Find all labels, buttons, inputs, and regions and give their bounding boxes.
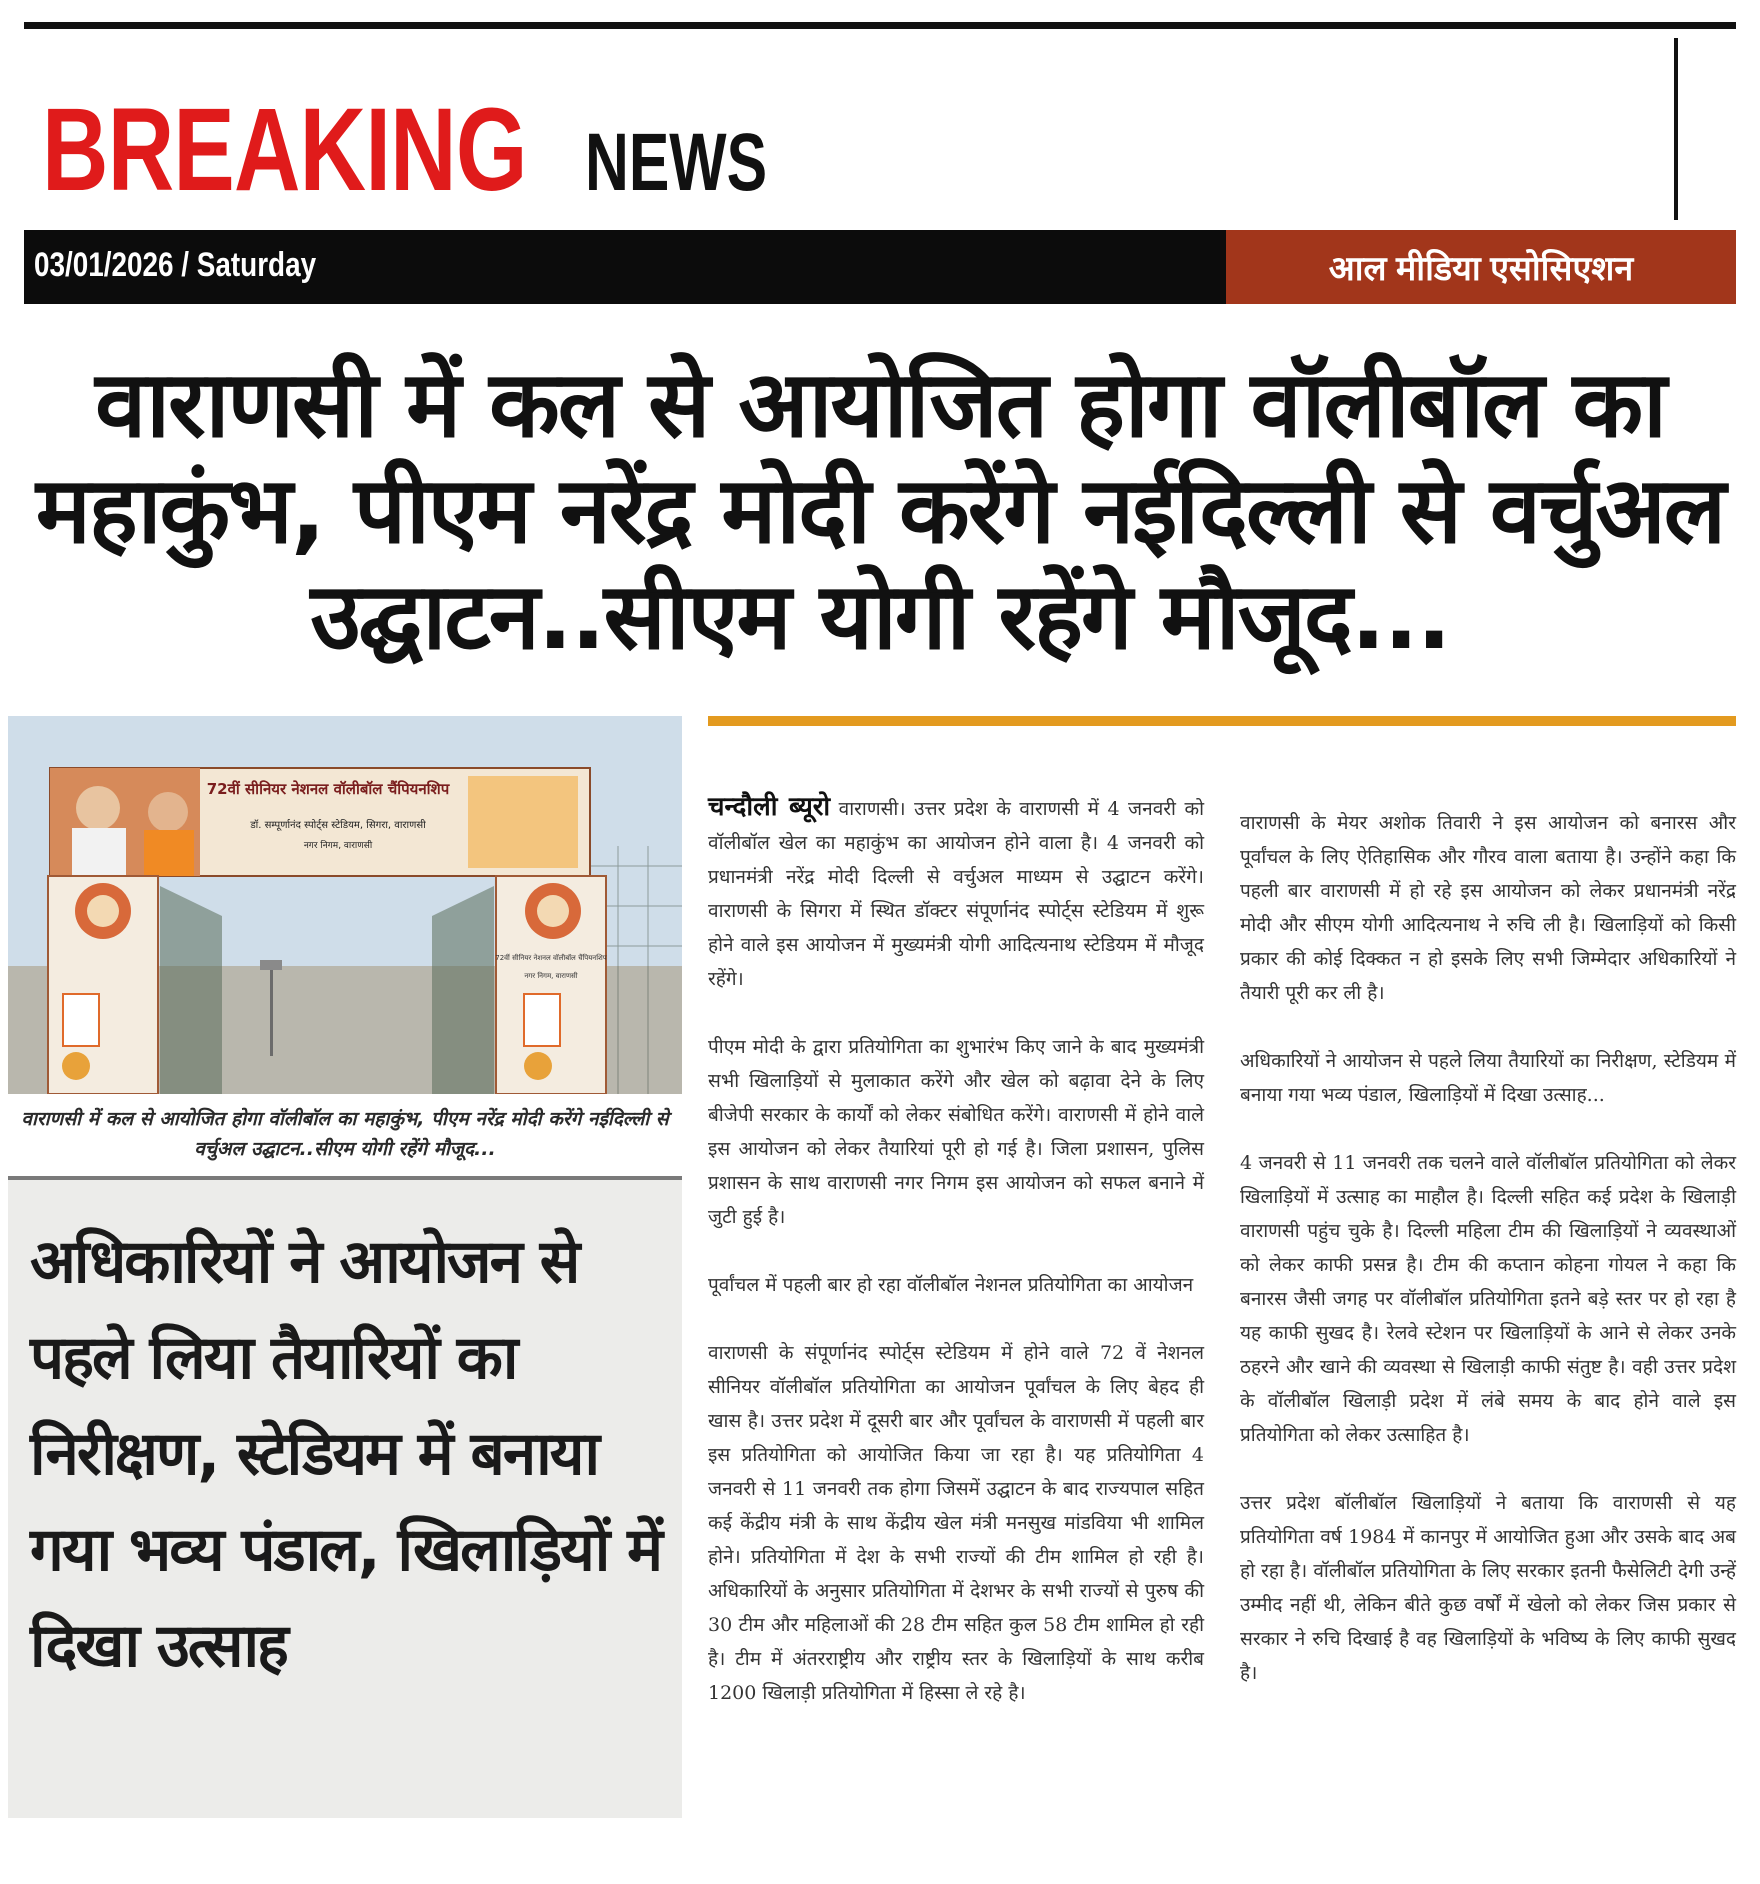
byline: चन्दौली ब्यूरो <box>708 792 831 822</box>
masthead-breaking: BREAKING <box>42 84 527 216</box>
article-photo <box>8 716 682 1094</box>
pull-quote: अधिकारियों ने आयोजन से पहले लिया तैयारियों का निरीक्षण, स्टेडियम में बनाया गया भव्य पंडाल, खिलाड़ियों में दिखा उत्साह <box>30 1227 662 1681</box>
article-paragraph: 4 जनवरी से 11 जनवरी तक चलने वाले वॉलीबॉल प्रतियोगिता को लेकर खिलाड़ियों में उत्साह का माहौल है। दिल्ली सहित कई प्रदेश के खिलाड़ी वाराणसी पहुंच चुके है। दिल्ली महिला टीम की खिलाड़ियों ने व्यवस्थाओं को लेकर काफी प्रसन्न है। टीम की कप्तान कोहना गोयल ने कहा कि बनारस जैसी जगह पर वॉलीबॉल प्रतियोगिता इतने बड़े स्तर पर हो रहा है यह काफी सुखद है। रेलवे स्टेशन पर खिलाड़ियों के आने से लेकर उनके ठहरने और खाने की व्यवस्था से खिलाड़ी काफी संतुष्ट है। वही उत्तर प्रदेश के वॉलीबॉल खिलाड़ी प्रदेश में लंबे समय के बाद होने वाले इस प्रतियोगिता को लेकर उत्साहित है। <box>1240 1152 1736 1446</box>
stadium-gate-illustration <box>8 716 682 1094</box>
pillar-text: 72वीं सीनियर नेशनल वॉलीबॉल चैंपियनशिप <box>495 954 607 962</box>
date-bar <box>24 230 1226 304</box>
article-paragraph: वाराणसी के संपूर्णानंद स्पोर्ट्स स्टेडियम में होने वाले 72 वें नेशनल सीनियर वॉलीबॉल प्रतियोगिता का आयोजन पूर्वांचल के लिए बेहद ही खास है। उत्तर प्रदेश में दूसरी बार और पूर्वांचल के वाराणसी में पहली बार इस प्रतियोगिता को आयोजित किया जा रहा है। यह प्रतियोगिता 4 जनवरी से 11 जनवरी तक होगा जिसमें उद्घाटन के बाद राज्यपाल सहित कई केंद्रीय मंत्री के साथ केंद्रीय खेल मंत्री मनसुख मांडविया भी शामिल होने। प्रतियोगिता में देश के सभी राज्यों की टीम शामिल हो रही है। अधिकारियों के अनुसार प्रतियोगिता में देशभर के सभी राज्यों से पुरुष की 30 टीम और महिलाओं की 28 टीम सहित कुल 58 टीम शामिल हो रही है। टीम में अंतरराष्ट्रीय और राष्ट्रीय स्तर के खिलाड़ियों के साथ करीब 1200 खिलाड़ी प्रतियोगिता में हिस्सा ले रहे है। <box>708 1342 1204 1704</box>
masthead <box>42 82 831 216</box>
banner-org: नगर निगम, वाराणसी <box>303 841 373 851</box>
article-column-right <box>1240 806 1736 1724</box>
banner-title: 72वीं सीनियर नेशनल वॉलीबॉल चैंपियनशिप <box>206 780 450 798</box>
organization-name: आल मीडिया एसोसिएशन <box>1328 250 1634 288</box>
masthead-divider <box>1674 38 1678 220</box>
section-rule <box>708 716 1736 726</box>
org-bar <box>1226 230 1736 304</box>
article-column-middle <box>708 790 1204 1744</box>
article-subhead: पूर्वांचल में पहली बार हो रहा वॉलीबॉल नेशनल प्रतियोगिता का आयोजन <box>708 1274 1194 1296</box>
top-rule <box>24 22 1736 29</box>
article-paragraph: पीएम मोदी के द्वारा प्रतियोगिता का शुभारंभ किए जाने के बाद मुख्यमंत्री सभी खिलाड़ियों से मुलाकात करेंगे और खेल को बढ़ावा देने के लिए बीजेपी सरकार के कार्यों को लेकर संबोधित करेंगे। वाराणसी में होने वाले इस आयोजन को लेकर तैयारियां पूरी हो गई है। जिला प्रशासन, पुलिस प्रशासन के साथ वाराणसी नगर निगम इस आयोजन को सफल बनाने में जुटी हुई है। <box>708 1036 1204 1228</box>
issue-date: 03/01/2026 / Saturday <box>34 246 317 284</box>
masthead-news: NEWS <box>585 117 768 208</box>
main-headline: वाराणसी में कल से आयोजित होगा वॉलीबॉल का महाकुंभ, पीएम नरेंद्र मोदी करेंगे नईदिल्ली से वर्चुअल उद्घाटन..सीएम योगी रहेंगे मौजूद... <box>35 351 1725 670</box>
article-paragraph: उत्तर प्रदेश बॉलीबॉल खिलाड़ियों ने बताया कि वाराणसी से यह प्रतियोगिता वर्ष 1984 में कानपुर में आयोजित हुआ और उसके बाद अब हो रहा है। वॉलीबॉल प्रतियोगिता के लिए सरकार इतनी फैसेलिटी देगी उन्हें उम्मीद नहीं थी, लेकिन बीते कुछ वर्षों में खेलो को लेकर जिस प्रकार से सरकार ने रुचि दिखाई है वह खिलाड़ियों के भविष्य के लिए काफी सुखद है। <box>1240 1492 1737 1684</box>
banner-venue: डॉ. सम्पूर्णानंद स्पोर्ट्स स्टेडियम, सिगरा, वाराणसी <box>250 820 426 831</box>
article-paragraph: अधिकारियों ने आयोजन से पहले लिया तैयारियों का निरीक्षण, स्टेडियम में बनाया गया भव्य पंडाल, खिलाड़ियों में दिखा उत्साह... <box>1240 1050 1736 1106</box>
pillar-org: नगर निगम, वाराणसी <box>524 972 578 980</box>
article-paragraph: वाराणसी के मेयर अशोक तिवारी ने इस आयोजन को बनारस और पूर्वांचल के लिए ऐतिहासिक और गौरव वाला बताया है। उन्होंने कहा कि पहली बार वाराणसी में हो रहे इस आयोजन को लेकर प्रधानमंत्री नरेंद्र मोदी और सीएम योगी आदित्यनाथ ने रुचि ली है। खिलाड़ियों को किसी प्रकार की कोई दिक्कत न हो इसके लिए सभी जिम्मेदार अधिकारियों ने तैयारी पूरी कर ली है। <box>1240 812 1736 1004</box>
paragraph-text: वाराणसी। उत्तर प्रदेश के वाराणसी में 4 जनवरी को वॉलीबॉल खेल का महाकुंभ का आयोजन होने वाला है। 4 जनवरी को प्रधानमंत्री नरेंद्र मोदी दिल्ली से वर्चुअल माध्यम से उद्घाटन करेंगे। वाराणसी के सिगरा में स्थित डॉक्टर संपूर्णानंद स्पोर्ट्स स्टेडियम में शुरू होने वाले इस आयोजन में मुख्यमंत्री योगी आदित्यनाथ स्टेडियम में मौजूद रहेंगे। <box>708 798 1204 990</box>
article-paragraph <box>708 790 1204 996</box>
photo-caption: वाराणसी में कल से आयोजित होगा वॉलीबॉल का महाकुंभ, पीएम नरेंद्र मोदी करेंगे नईदिल्ली से वर्चुअल उद्घाटन..सीएम योगी रहेंगे मौजूद... <box>21 1108 669 1160</box>
pull-quote-box <box>8 1180 682 1818</box>
